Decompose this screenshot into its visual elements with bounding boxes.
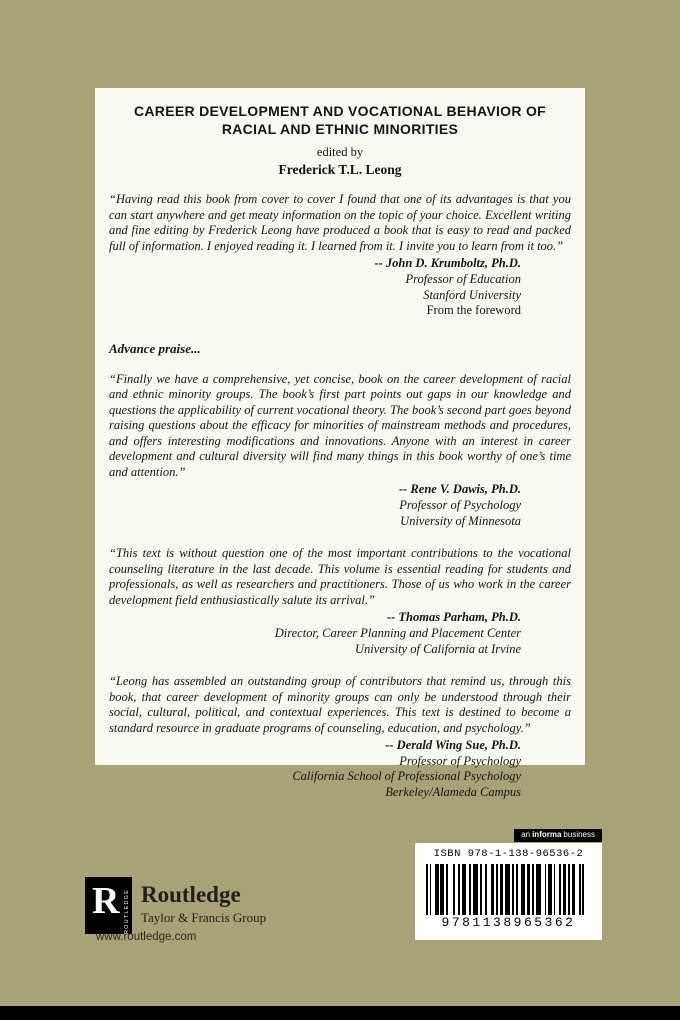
informa-brand: informa: [532, 830, 562, 839]
routledge-logo-r: R: [92, 880, 120, 922]
blurb-panel: [95, 88, 585, 799]
editor-name: Frederick T.L. Leong: [278, 162, 402, 178]
edited-by-label: edited by: [316, 145, 364, 160]
attribution-dawis: [109, 482, 571, 529]
attribution-name: -- Derald Wing Sue, Ph.D.: [385, 738, 521, 753]
barcode-bars: [426, 864, 591, 930]
attribution-line: Professor of Education: [405, 272, 521, 286]
barcode-number: 9781138965362: [426, 915, 591, 930]
advance-praise-label: Advance praise...: [109, 340, 201, 356]
informa-prefix: an: [521, 830, 531, 839]
publisher-group: Taylor & Francis Group: [141, 910, 267, 925]
attribution-line: University of Minnesota: [400, 513, 521, 528]
informa-badge: [514, 829, 602, 842]
quote-krumboltz: “Having read this book from cover to cover I found that one of its advantages is that you can start anywhere and get meaty information on the topic of your choice. Excellent writing and fine editing by Frederick Leong have produced a book that is easy to read and packed full of information. I enjoyed reading it. I learned from it. I invite you to learn from it too.”: [109, 192, 571, 253]
quote-parham: “This text is without question one of the most important contributions to the vocational counseling literature in the last decade. This volume is essential reading for students and professionals, as well as researchers and practitioners. Those of us who work in the career development field enthusiastically salute its arrival.”: [109, 546, 571, 607]
attribution-line: Professor of Psychology: [399, 753, 521, 768]
attribution-line: Director, Career Planning and Placement Center: [274, 625, 521, 640]
publisher-name: Routledge: [141, 882, 241, 907]
attribution-line: University of California at Irvine: [355, 641, 521, 656]
informa-suffix: business: [563, 830, 595, 839]
attribution-line: From the foreword: [426, 303, 521, 318]
book-title-line1: CAREER DEVELOPMENT AND VOCATIONAL BEHAVIOR OF: [133, 103, 546, 119]
bottom-edge-strip: [0, 1006, 680, 1020]
attribution-line: Professor of Psychology: [399, 498, 521, 512]
attribution-name: -- Thomas Parham, Ph.D.: [386, 610, 521, 625]
attribution-name: -- John D. Krumboltz, Ph.D.: [374, 256, 521, 271]
book-title-line2: RACIAL AND ETHNIC MINORITIES: [221, 121, 459, 138]
attribution-line: Berkeley/Alameda Campus: [385, 785, 521, 799]
isbn-label: ISBN 978-1-138-96536-2: [433, 848, 584, 860]
attribution-line: California School of Professional Psychology: [292, 769, 521, 784]
attribution-sue: [109, 738, 571, 801]
attribution-name: -- Rene V. Dawis, Ph.D.: [398, 482, 521, 497]
attribution-krumboltz: [109, 256, 571, 319]
quote-sue: “Leong has assembled an outstanding group of contributors that remind us, through this book, that career development of minority groups can only be understood through their social, cultural, political, and contextual experiences. This text is destined to become a standard resource in graduate programs of counseling, education, and psychology.”: [109, 674, 571, 735]
publisher-website: www.routledge.com: [96, 931, 197, 943]
attribution-parham: [109, 610, 571, 657]
barcode: [415, 843, 602, 940]
quote-dawis: “Finally we have a comprehensive, yet concise, book on the career development of racial and ethnic minority groups. The book’s first part points out gaps in our knowledge and questions the applicability of current vocational theory. The book’s second part goes beyond raising questions about the efficacy for minorities of mainstream methods and procedures, and offers interesting modifications and innovations. Anyone with an interest in career development and cultural diversity will find many things in this book worthy of one’s time and attention.”: [109, 371, 571, 479]
routledge-logo-icon: [85, 877, 132, 934]
attribution-line: Stanford University: [423, 287, 521, 302]
publisher-wordmark: [141, 883, 266, 926]
book-title: [109, 102, 571, 138]
routledge-logo-vertical-text: ROUTLEDGE: [124, 888, 130, 934]
